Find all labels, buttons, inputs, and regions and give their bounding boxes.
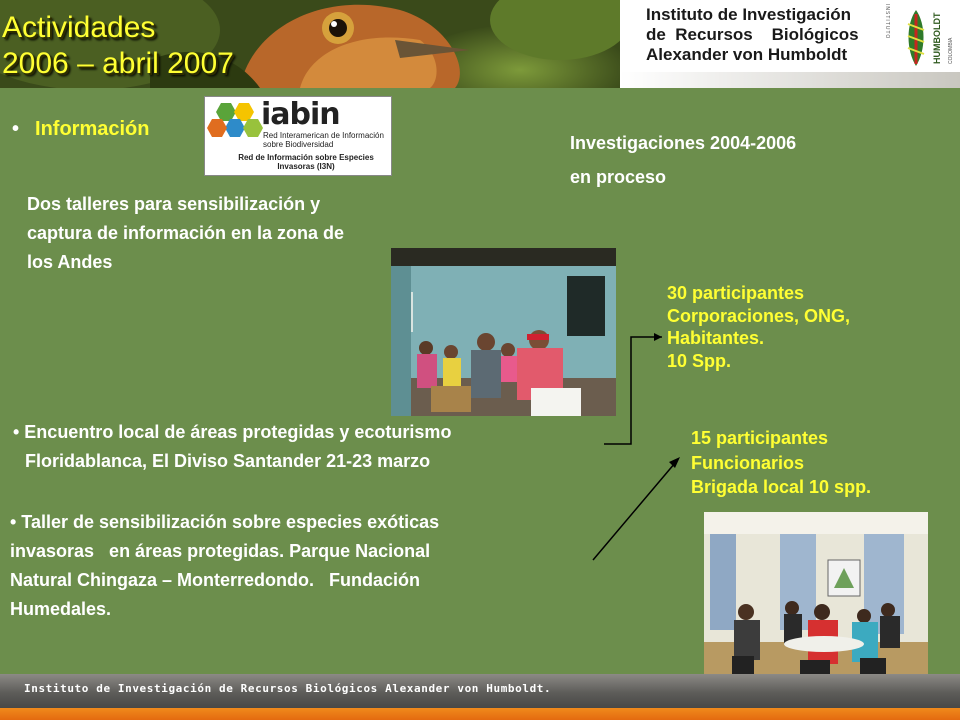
iabin-network: Red de Información sobre Especies Invasoras (I3N) xyxy=(238,153,374,171)
research-line-2: en proceso xyxy=(570,167,667,187)
training-text xyxy=(10,508,439,624)
participants-a-line-3: Habitantes. xyxy=(667,328,765,348)
institute-line-1: Instituto de Investigación xyxy=(646,5,851,24)
workshops-line-1: Dos talleres para sensibilización y xyxy=(27,194,321,214)
iabin-name: iabin xyxy=(261,97,340,132)
meeting-line-1: • Encuentro local de áreas protegidas y ecoturismo xyxy=(13,422,452,442)
logo-country: COLOMBIA xyxy=(948,37,954,64)
institute-line-2: de Recursos Biológicos xyxy=(646,25,859,44)
footer-text: Instituto de Investigación de Recursos Biológicos Alexander von Humboldt. xyxy=(24,682,552,695)
workshops-line-2: captura de información en la zona de xyxy=(27,223,345,243)
training-line-1: • Taller de sensibilización sobre especies exóticas xyxy=(10,512,440,532)
institute-line-3: Alexander von Humboldt xyxy=(646,45,848,64)
logo-word: HUMBOLDT xyxy=(932,12,942,64)
institute-caption: INSTITUTO xyxy=(884,4,890,40)
research-line-1: Investigaciones 2004-2006 xyxy=(570,133,797,153)
participants-a-line-1: 30 participantes xyxy=(667,283,805,303)
footer-orange-bar xyxy=(0,708,960,720)
information-label: Información xyxy=(35,118,150,140)
training-line-2: invasoras en áreas protegidas. Parque Nacional xyxy=(10,541,431,561)
title-line-1: Actividades xyxy=(2,11,156,44)
meeting-line-2: Floridablanca, El Diviso Santander 21-23 marzo xyxy=(25,451,431,471)
participants-b-line-2: Funcionarios xyxy=(691,452,805,473)
connector-line-b xyxy=(593,463,675,560)
participants-b-line-3: Brigada local 10 spp. xyxy=(691,477,872,497)
bullet-dot: • xyxy=(12,118,20,140)
title-line-2: 2006 – abril 2007 xyxy=(2,47,234,80)
training-line-3: Natural Chingaza – Monterredondo. Fundación xyxy=(10,570,421,590)
iabin-subtitle: Red Interamerican de Información sobre Biodiversidad xyxy=(263,131,384,149)
arrowhead-a-icon xyxy=(654,333,662,341)
workshops-line-3: los Andes xyxy=(27,252,113,272)
arrowhead-b-icon xyxy=(669,457,680,468)
participants-a-line-2: Corporaciones, ONG, xyxy=(667,305,851,326)
participants-a-line-4: 10 Spp. xyxy=(667,350,732,371)
meeting-text xyxy=(13,418,451,476)
training-line-4: Humedales. xyxy=(10,599,112,619)
meeting-photo xyxy=(704,512,928,678)
connector-line-a xyxy=(604,337,662,444)
participants-b-line-1: 15 participantes xyxy=(691,428,829,448)
participants-b xyxy=(691,426,871,500)
